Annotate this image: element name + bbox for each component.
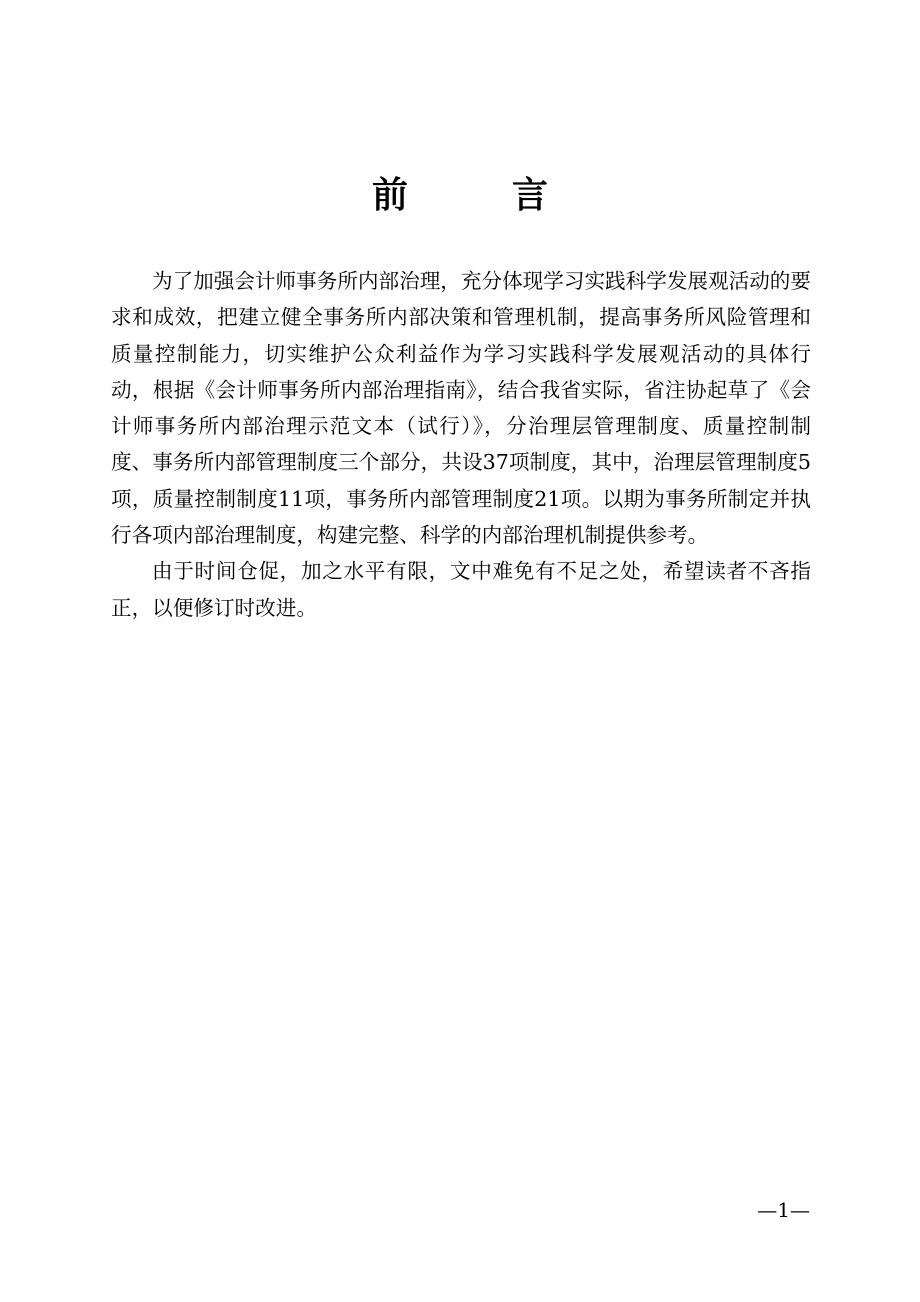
paragraph-preface: 为了加强会计师事务所内部治理，充分体现学习实践科学发展观活动的要求和成效，把建立健全事务所内部决策和管理机制，提高事务所风险管理和质量控制能力，切实维护公众利益作为学习实践科学发展观活动的具体行动，根据《会计师事务所内部治理指南》，结合我省实际，省注协起草了《会计师事务所内部治理示范文本（试行）》，分治理层管理制度、质量控制制度、事务所内部管理制度三个部分，共设37项制度，其中，治理层管理制度5项，质量控制制度11项，事务所内部管理制度21项。以期为事务所制定并执行各项内部治理制度，构建完整、科学的内部治理机制提供参考。: [111, 269, 811, 548]
body-text: [111, 263, 811, 626]
page-title: 前 言: [371, 174, 582, 216]
paragraph-closing: 由于时间仓促，加之水平有限，文中难免有不足之处，希望读者不吝指正，以便修订时改进。: [111, 559, 811, 620]
page-number: —1—: [757, 1198, 810, 1222]
